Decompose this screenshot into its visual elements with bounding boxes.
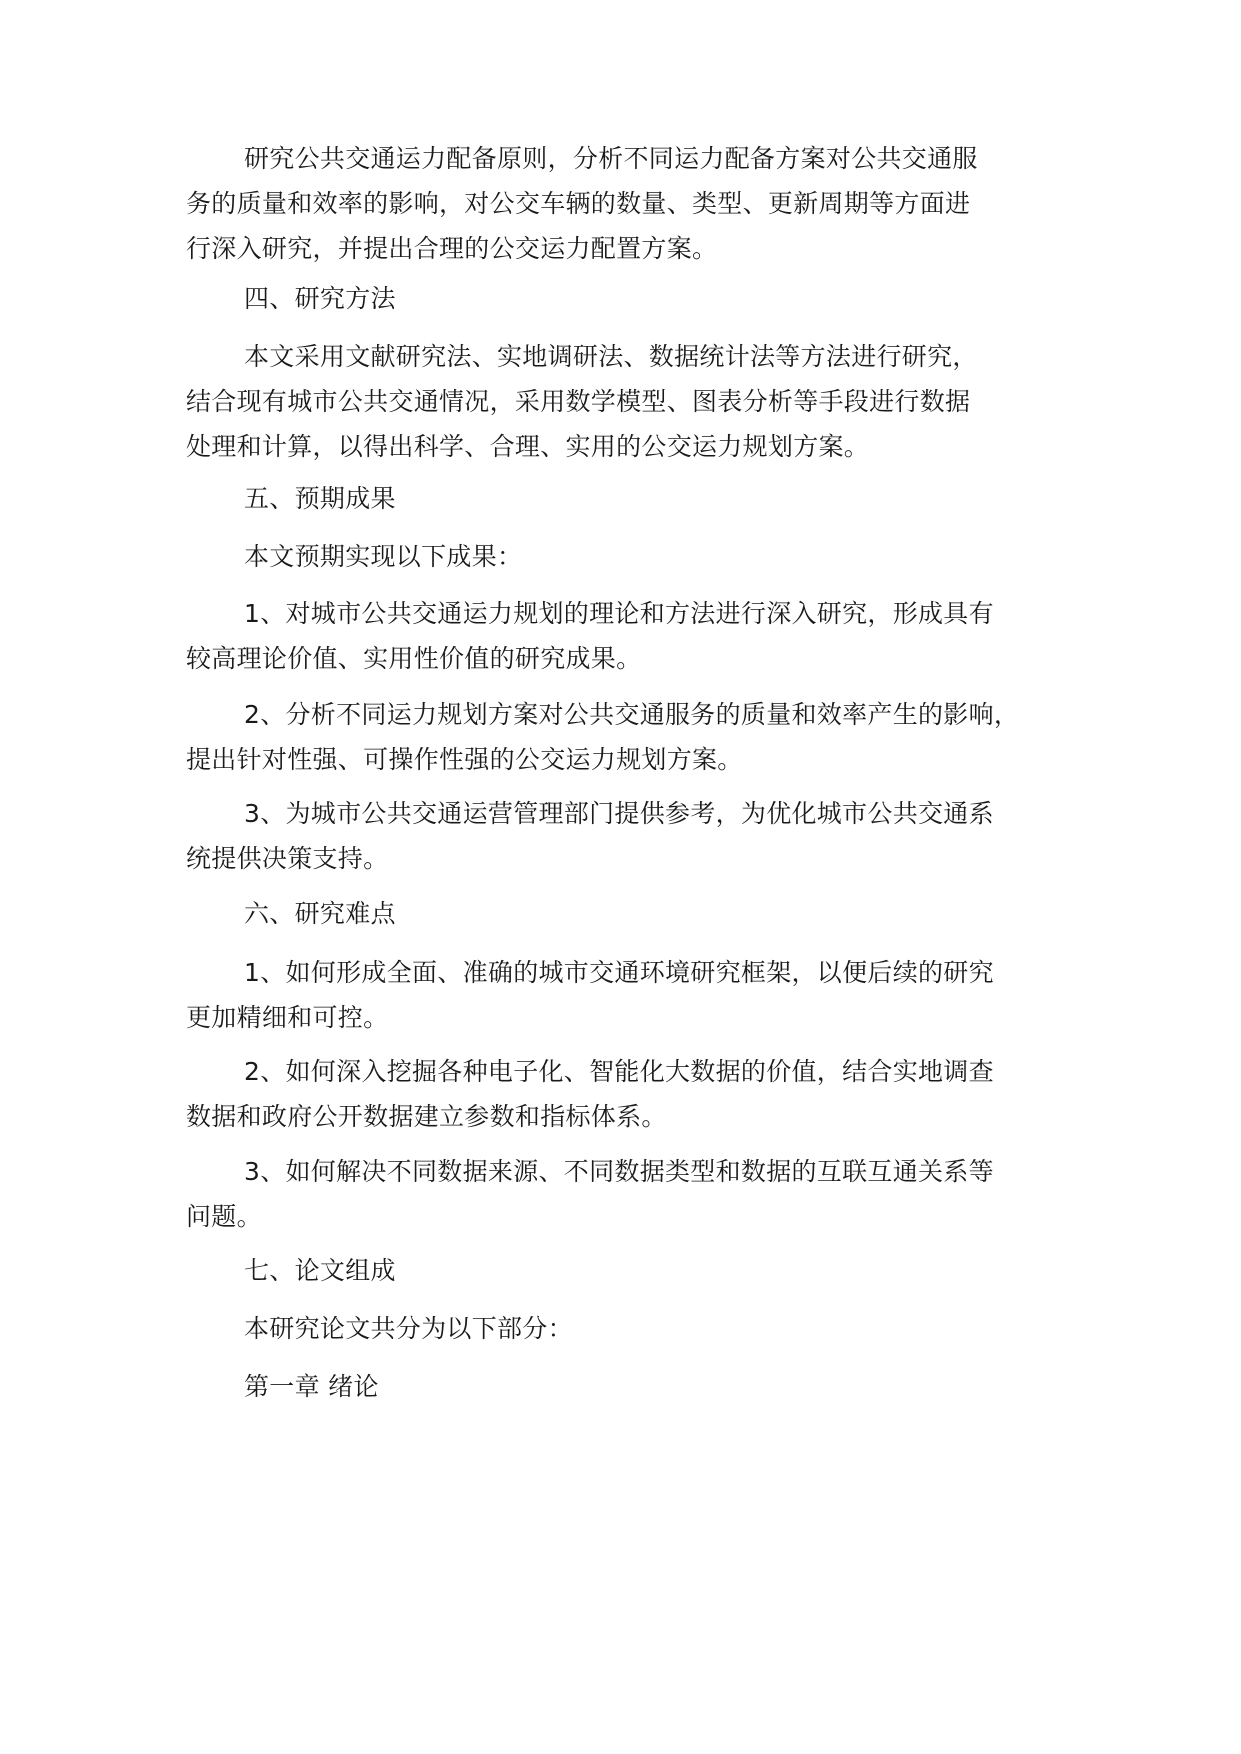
paragraph-results-intro <box>186 534 1086 579</box>
text-line: 1、如何形成全面、准确的城市交通环境研究框架，以便后续的研究 <box>244 958 994 987</box>
text-line: 3、如何解决不同数据来源、不同数据类型和数据的互联互通关系等 <box>244 1157 994 1186</box>
paragraph-methods <box>186 334 1086 469</box>
text-line: 结合现有城市公共交通情况，采用数学模型、图表分析等手段进行数据 <box>186 387 971 416</box>
heading-text: 五、预期成果 <box>244 484 396 513</box>
text-line: 行深入研究，并提出合理的公交运力配置方案。 <box>186 234 718 263</box>
chapter-title <box>186 1364 1086 1409</box>
section-heading-expected-results <box>186 476 1086 521</box>
heading-text: 七、论文组成 <box>244 1256 396 1285</box>
heading-text: 六、研究难点 <box>244 899 396 928</box>
paragraph-structure-intro <box>186 1306 1086 1351</box>
text-line: 3、为城市公共交通运营管理部门提供参考，为优化城市公共交通系 <box>244 799 994 828</box>
text-line: 较高理论价值、实用性价值的研究成果。 <box>186 644 642 673</box>
list-item-difficulty-1 <box>186 950 1086 1040</box>
list-item-difficulty-2 <box>186 1049 1086 1139</box>
text-line: 第一章 绪论 <box>244 1372 379 1401</box>
text-line: 处理和计算，以得出科学、合理、实用的公交运力规划方案。 <box>186 432 870 461</box>
text-line: 本文采用文献研究法、实地调研法、数据统计法等方法进行研究， <box>244 342 978 371</box>
text-line: 研究公共交通运力配备原则，分析不同运力配备方案对公共交通服 <box>244 144 978 173</box>
section-heading-research-methods <box>186 276 1086 321</box>
list-item-difficulty-3 <box>186 1149 1086 1239</box>
section-heading-thesis-structure <box>186 1248 1086 1293</box>
text-line: 务的质量和效率的影响，对公交车辆的数量、类型、更新周期等方面进 <box>186 189 971 218</box>
text-line: 2、分析不同运力规划方案对公共交通服务的质量和效率产生的影响， <box>244 700 1020 729</box>
text-line: 2、如何深入挖掘各种电子化、智能化大数据的价值，结合实地调查 <box>244 1057 994 1086</box>
list-item-result-1 <box>186 591 1086 681</box>
list-item-result-2 <box>186 692 1086 782</box>
text-line: 数据和政府公开数据建立参数和指标体系。 <box>186 1102 667 1131</box>
text-line: 更加精细和可控。 <box>186 1003 389 1032</box>
text-line: 本文预期实现以下成果： <box>244 542 523 571</box>
text-line: 提出针对性强、可操作性强的公交运力规划方案。 <box>186 745 743 774</box>
section-heading-difficulties <box>186 891 1086 936</box>
text-line: 1、对城市公共交通运力规划的理论和方法进行深入研究，形成具有 <box>244 599 994 628</box>
heading-text: 四、研究方法 <box>244 284 396 313</box>
text-line: 本研究论文共分为以下部分： <box>244 1314 573 1343</box>
text-line: 问题。 <box>186 1202 262 1231</box>
paragraph-transport-capacity <box>186 136 1086 271</box>
list-item-result-3 <box>186 791 1086 881</box>
text-line: 统提供决策支持。 <box>186 844 389 873</box>
